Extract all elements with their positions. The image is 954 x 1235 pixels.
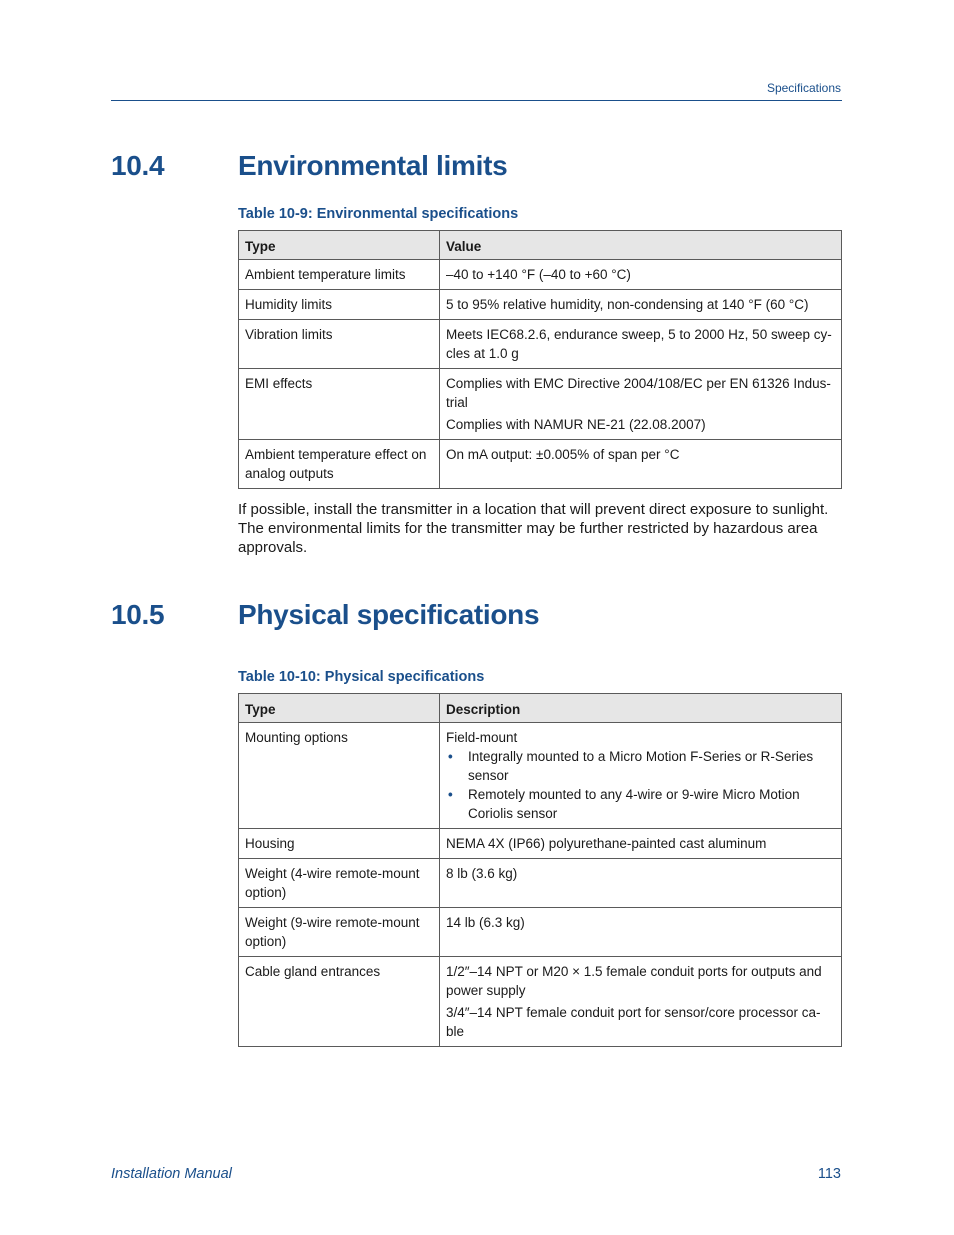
table-row: [239, 260, 842, 290]
table-caption-10-9: Table 10-9: Environmental specifications: [238, 206, 519, 222]
row-value-cell: [440, 290, 842, 320]
row-type-cell: EMI effects: [239, 369, 440, 440]
bullet-icon: •: [448, 787, 453, 802]
row-type-cell: Weight (4-wire remote-mount option): [239, 859, 440, 908]
column-header-type: Type: [239, 231, 440, 260]
list-item: [446, 747, 835, 785]
column-header-type: Type: [239, 694, 440, 723]
table-header-row: [239, 231, 842, 260]
row-value-cell: [440, 957, 842, 1047]
bullet-icon: •: [448, 749, 453, 764]
value-text: 3/4″–14 NPT female conduit port for sensor/core processor ca-ble: [446, 1005, 821, 1039]
value-text: –40 to +140 °F (–40 to +60 °C): [446, 267, 631, 282]
list-item: [446, 785, 835, 823]
table-row: [239, 723, 842, 829]
list-item-text: Integrally mounted to a Micro Motion F-Series or R-Series sensor: [468, 749, 814, 783]
table-row: [239, 440, 842, 489]
table-row: [239, 859, 842, 908]
section-title: Physical specifications: [238, 599, 540, 630]
row-type-cell: Ambient temperature effect on analog outputs: [239, 440, 440, 489]
row-value-cell: [440, 859, 842, 908]
environmental-specifications-table: [238, 230, 842, 489]
value-text: NEMA 4X (IP66) polyurethane-painted cast aluminum: [446, 836, 767, 851]
table-row: [239, 829, 842, 859]
table-row: [239, 369, 842, 440]
table-row: [239, 290, 842, 320]
table-caption-10-10: Table 10-10: Physical specifications: [238, 669, 485, 685]
row-type-cell: Ambient temperature limits: [239, 260, 440, 290]
table-row: [239, 957, 842, 1047]
row-type-cell: Weight (9-wire remote-mount option): [239, 908, 440, 957]
row-value-cell: [440, 260, 842, 290]
table-row: [239, 320, 842, 369]
value-text: 8 lb (3.6 kg): [446, 866, 518, 881]
running-header: Specifications: [766, 81, 841, 95]
list-item-text: Remotely mounted to any 4-wire or 9-wire Micro Motion Coriolis sensor: [468, 787, 800, 821]
value-text: 5 to 95% relative humidity, non-condensing at 140 °F (60 °C): [446, 297, 809, 312]
mounting-options-list: [446, 747, 835, 823]
value-text: 14 lb (6.3 kg): [446, 915, 525, 930]
value-text: Field-mount: [446, 730, 518, 745]
row-value-cell: [440, 320, 842, 369]
table-row: [239, 908, 842, 957]
header-rule: [111, 100, 842, 101]
row-value-cell: [440, 829, 842, 859]
column-header-value: Value: [440, 231, 842, 260]
row-value-cell: [440, 723, 842, 829]
footer-manual-name: Installation Manual: [111, 1166, 232, 1182]
value-text: Meets IEC68.2.6, endurance sweep, 5 to 2000 Hz, 50 sweep cy-cles at 1.0 g: [446, 327, 832, 361]
row-type-cell: Cable gland entrances: [239, 957, 440, 1047]
row-type-cell: Vibration limits: [239, 320, 440, 369]
value-text: Complies with NAMUR NE-21 (22.08.2007): [446, 417, 706, 432]
row-value-cell: [440, 369, 842, 440]
row-value-cell: [440, 908, 842, 957]
footer-page-number: 113: [817, 1166, 841, 1182]
value-text: On mA output: ±0.005% of span per °C: [446, 447, 680, 462]
row-type-cell: Humidity limits: [239, 290, 440, 320]
table-header-row: [239, 694, 842, 723]
section-number: 10.4: [111, 150, 165, 181]
value-text: 1/2″–14 NPT or M20 × 1.5 female conduit ports for outputs and power supply: [446, 964, 822, 998]
column-header-description: Description: [440, 694, 842, 723]
physical-specifications-table: [238, 693, 842, 1047]
row-type-cell: Mounting options: [239, 723, 440, 829]
environmental-note-paragraph: If possible, install the transmitter in a location that will prevent direct exposure to sunlight. The environmental limits for the transmitter may be further restricted by hazardous area approvals.: [238, 501, 829, 556]
section-number: 10.5: [111, 599, 165, 630]
section-title: Environmental limits: [238, 150, 508, 181]
row-value-cell: [440, 440, 842, 489]
row-type-cell: Housing: [239, 829, 440, 859]
value-text: Complies with EMC Directive 2004/108/EC per EN 61326 Indus-trial: [446, 376, 831, 410]
